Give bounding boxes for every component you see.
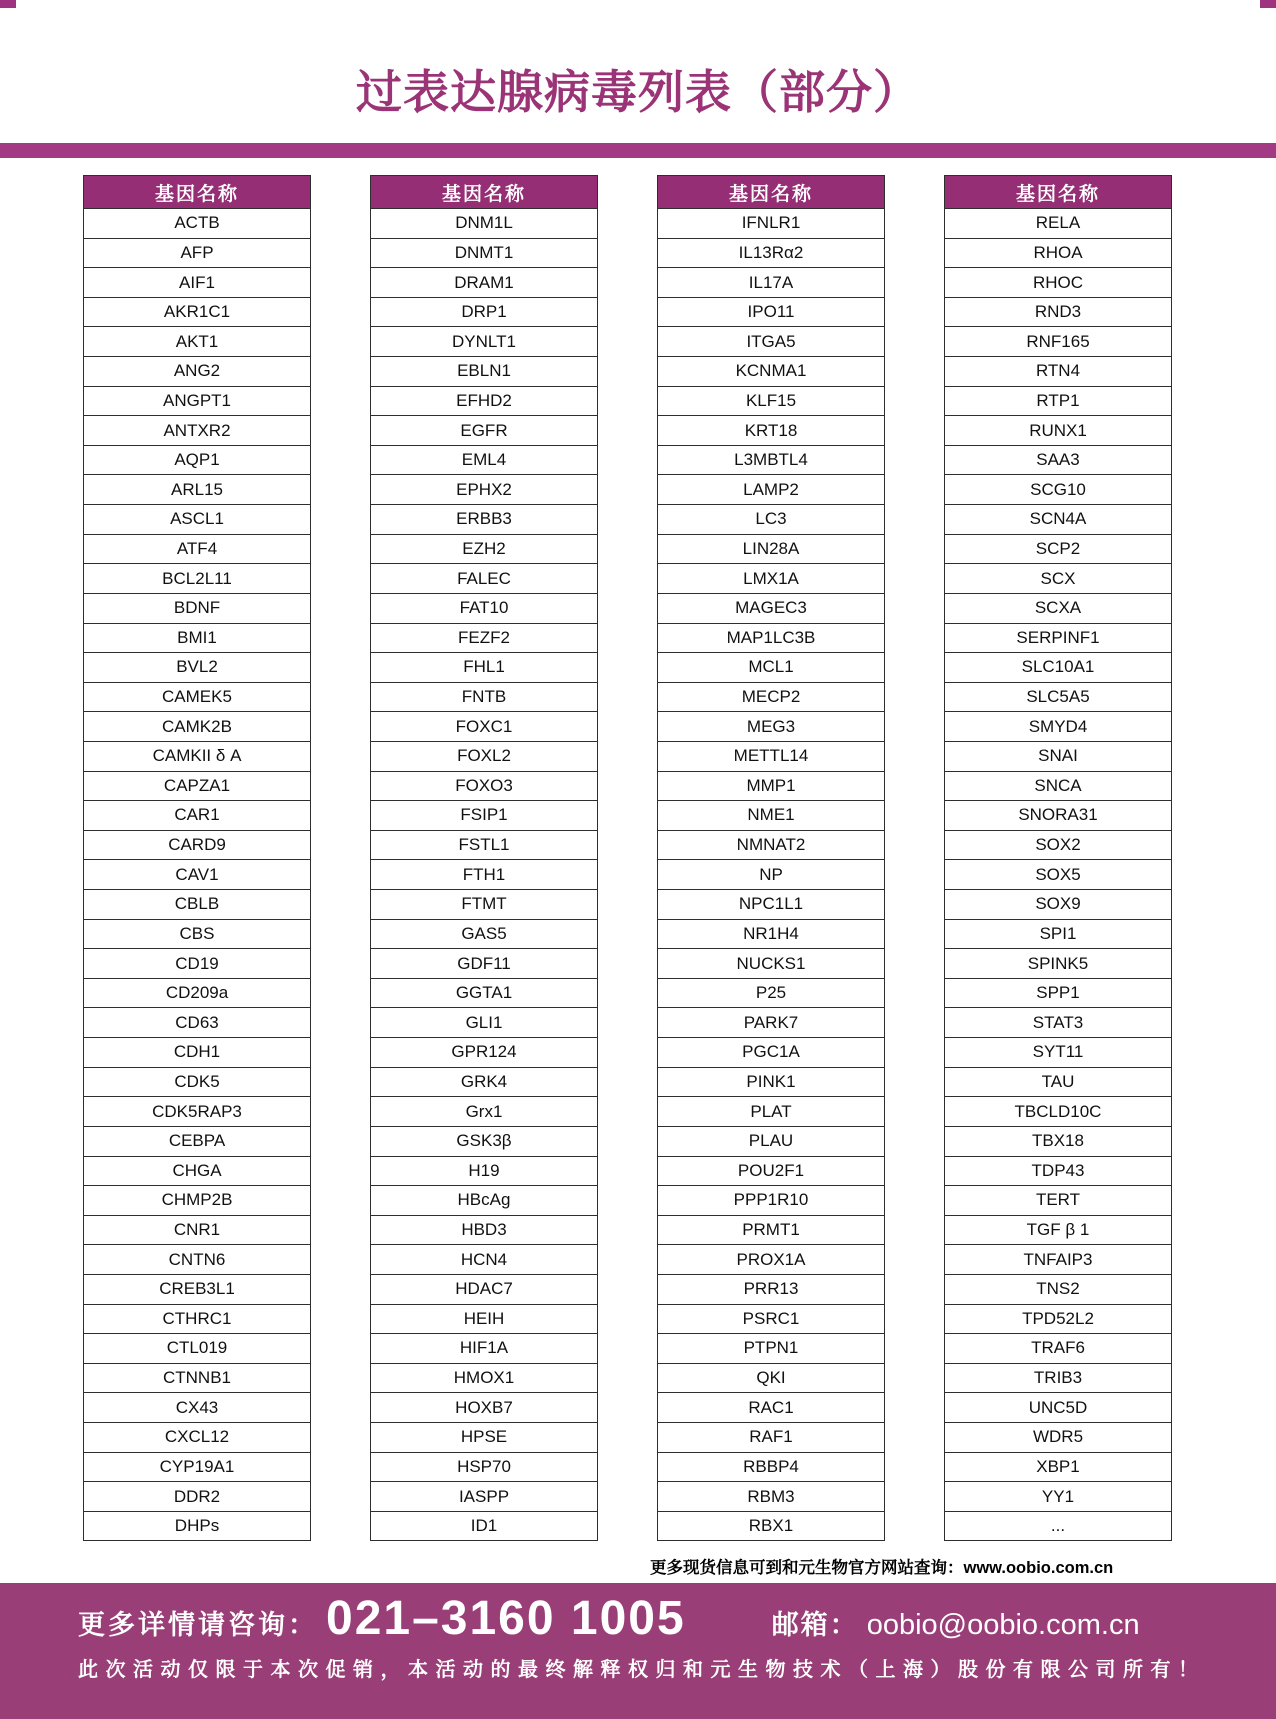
gene-cell: FOXC1 <box>371 711 597 741</box>
gene-cell: RTP1 <box>945 386 1171 416</box>
gene-cell: HIF1A <box>371 1333 597 1363</box>
gene-cell: SYT11 <box>945 1037 1171 1067</box>
gene-cell: TGF β 1 <box>945 1215 1171 1245</box>
gene-cell: ASCL1 <box>84 504 310 534</box>
gene-cell: Grx1 <box>371 1096 597 1126</box>
gene-cell: NP <box>658 859 884 889</box>
gene-cell: CAMKII δ A <box>84 741 310 771</box>
gene-cell: SOX2 <box>945 830 1171 860</box>
gene-table-header: 基因名称 <box>658 176 884 208</box>
gene-cell: TDP43 <box>945 1156 1171 1186</box>
gene-cell: HBcAg <box>371 1185 597 1215</box>
gene-cell: DRP1 <box>371 297 597 327</box>
gene-cell: SNAI <box>945 741 1171 771</box>
gene-cell: SCG10 <box>945 474 1171 504</box>
gene-cell: XBP1 <box>945 1452 1171 1482</box>
gene-cell: PINK1 <box>658 1067 884 1097</box>
gene-cell: DYNLT1 <box>371 326 597 356</box>
gene-cell: CBLB <box>84 889 310 919</box>
gene-cell: MEG3 <box>658 711 884 741</box>
gene-cell: CAR1 <box>84 800 310 830</box>
gene-cell: CDK5RAP3 <box>84 1096 310 1126</box>
gene-cell: CNR1 <box>84 1215 310 1245</box>
gene-cell: KCNMA1 <box>658 356 884 386</box>
gene-cell: CD209a <box>84 978 310 1008</box>
gene-cell: DDR2 <box>84 1481 310 1511</box>
gene-cell: EGFR <box>371 415 597 445</box>
gene-cell: DNMT1 <box>371 238 597 268</box>
gene-table-column-2 <box>370 175 598 1541</box>
gene-cell: HEIH <box>371 1304 597 1334</box>
gene-cell: MECP2 <box>658 682 884 712</box>
gene-cell: RTN4 <box>945 356 1171 386</box>
gene-cell: RHOC <box>945 267 1171 297</box>
gene-cell: CHMP2B <box>84 1185 310 1215</box>
gene-cell: GPR124 <box>371 1037 597 1067</box>
gene-cell: SCX <box>945 563 1171 593</box>
gene-cell: EFHD2 <box>371 386 597 416</box>
gene-cell: L3MBTL4 <box>658 445 884 475</box>
gene-cell: TRIB3 <box>945 1363 1171 1393</box>
gene-cell: RHOA <box>945 238 1171 268</box>
gene-cell: TERT <box>945 1185 1171 1215</box>
gene-cell: AIF1 <box>84 267 310 297</box>
gene-cell: TBCLD10C <box>945 1096 1171 1126</box>
email-label: 邮箱： <box>771 1610 859 1640</box>
gene-cell: RAF1 <box>658 1422 884 1452</box>
gene-table-column-1 <box>83 175 311 1541</box>
gene-cell: LAMP2 <box>658 474 884 504</box>
gene-cell: FHL1 <box>371 652 597 682</box>
gene-cell: CXCL12 <box>84 1422 310 1452</box>
gene-cell: RBX1 <box>658 1511 884 1541</box>
page-title: 过表达腺病毒列表（部分） <box>356 66 920 118</box>
gene-cell: IASPP <box>371 1481 597 1511</box>
gene-cell: ANTXR2 <box>84 415 310 445</box>
gene-cell: PRR13 <box>658 1274 884 1304</box>
disclaimer-text: 此次活动仅限于本次促销，本活动的最终解释权归和元生物技术（上海）股份有限公司所有！ <box>78 1659 1206 1681</box>
gene-cell: H19 <box>371 1156 597 1186</box>
gene-cell: TBX18 <box>945 1126 1171 1156</box>
gene-table-column-4 <box>944 175 1172 1541</box>
gene-cell: CD19 <box>84 948 310 978</box>
gene-cell: RBM3 <box>658 1481 884 1511</box>
gene-cell: STAT3 <box>945 1007 1171 1037</box>
gene-cell: SCP2 <box>945 534 1171 564</box>
gene-cell: NR1H4 <box>658 919 884 949</box>
gene-cell: WDR5 <box>945 1422 1171 1452</box>
gene-cell: PPP1R10 <box>658 1185 884 1215</box>
corner-mark-left <box>0 0 16 8</box>
gene-cell: BCL2L11 <box>84 563 310 593</box>
gene-cell: CDK5 <box>84 1067 310 1097</box>
contact-label: 更多详情请咨询： <box>78 1610 318 1640</box>
gene-cell: KRT18 <box>658 415 884 445</box>
gene-cell: MMP1 <box>658 771 884 801</box>
gene-cell: IPO11 <box>658 297 884 327</box>
gene-cell: TNS2 <box>945 1274 1171 1304</box>
gene-cell: IL17A <box>658 267 884 297</box>
gene-cell: FAT10 <box>371 593 597 623</box>
gene-cell: HPSE <box>371 1422 597 1452</box>
gene-table-header: 基因名称 <box>945 176 1171 208</box>
gene-cell: HMOX1 <box>371 1363 597 1393</box>
title-divider-bar <box>0 143 1276 158</box>
gene-cell: GLI1 <box>371 1007 597 1037</box>
gene-cell: RELA <box>945 208 1171 238</box>
gene-cell: CDH1 <box>84 1037 310 1067</box>
gene-cell: PGC1A <box>658 1037 884 1067</box>
footer-banner <box>0 1583 1276 1719</box>
gene-cell: CBS <box>84 919 310 949</box>
gene-cell: ANG2 <box>84 356 310 386</box>
gene-cell: ERBB3 <box>371 504 597 534</box>
gene-cell: PLAT <box>658 1096 884 1126</box>
phone-number: 021–3160 1005 <box>326 1592 686 1645</box>
gene-table-column-3 <box>657 175 885 1541</box>
gene-cell: ATF4 <box>84 534 310 564</box>
gene-cell: AFP <box>84 238 310 268</box>
gene-cell: BDNF <box>84 593 310 623</box>
gene-cell: MCL1 <box>658 652 884 682</box>
gene-cell: GRK4 <box>371 1067 597 1097</box>
gene-cell: GAS5 <box>371 919 597 949</box>
gene-cell: SNORA31 <box>945 800 1171 830</box>
gene-cell: CTHRC1 <box>84 1304 310 1334</box>
gene-cell: SERPINF1 <box>945 623 1171 653</box>
gene-cell: HDAC7 <box>371 1274 597 1304</box>
gene-cell: FNTB <box>371 682 597 712</box>
gene-cell: PLAU <box>658 1126 884 1156</box>
gene-cell: AKR1C1 <box>84 297 310 327</box>
gene-cell: CYP19A1 <box>84 1452 310 1482</box>
gene-cell: FOXL2 <box>371 741 597 771</box>
gene-cell: EZH2 <box>371 534 597 564</box>
gene-cell: DNM1L <box>371 208 597 238</box>
gene-list-4 <box>945 208 1171 1540</box>
gene-cell: SNCA <box>945 771 1171 801</box>
gene-cell: PTPN1 <box>658 1333 884 1363</box>
gene-cell: ARL15 <box>84 474 310 504</box>
gene-cell: TRAF6 <box>945 1333 1171 1363</box>
gene-cell: NMNAT2 <box>658 830 884 860</box>
gene-cell: HBD3 <box>371 1215 597 1245</box>
corner-mark-right <box>1260 0 1276 8</box>
gene-cell: CARD9 <box>84 830 310 860</box>
gene-cell: MAGEC3 <box>658 593 884 623</box>
stock-info-note <box>650 1554 1113 1578</box>
gene-cell: ... <box>945 1511 1171 1541</box>
gene-cell: CD63 <box>84 1007 310 1037</box>
gene-cell: CNTN6 <box>84 1244 310 1274</box>
gene-cell: GGTA1 <box>371 978 597 1008</box>
gene-cell: CTNNB1 <box>84 1363 310 1393</box>
gene-cell: NPC1L1 <box>658 889 884 919</box>
gene-cell: GSK3β <box>371 1126 597 1156</box>
gene-cell: YY1 <box>945 1481 1171 1511</box>
gene-cell: DHPs <box>84 1511 310 1541</box>
gene-cell: PRMT1 <box>658 1215 884 1245</box>
gene-cell: BVL2 <box>84 652 310 682</box>
gene-cell: ITGA5 <box>658 326 884 356</box>
gene-cell: SOX5 <box>945 859 1171 889</box>
gene-cell: UNC5D <box>945 1392 1171 1422</box>
gene-cell: LIN28A <box>658 534 884 564</box>
gene-cell: ACTB <box>84 208 310 238</box>
gene-list-1 <box>84 208 310 1540</box>
gene-cell: SPP1 <box>945 978 1171 1008</box>
gene-cell: EBLN1 <box>371 356 597 386</box>
gene-cell: LMX1A <box>658 563 884 593</box>
gene-cell: METTL14 <box>658 741 884 771</box>
gene-cell: FSIP1 <box>371 800 597 830</box>
gene-cell: P25 <box>658 978 884 1008</box>
gene-cell: SLC10A1 <box>945 652 1171 682</box>
gene-cell: BMI1 <box>84 623 310 653</box>
gene-cell: MAP1LC3B <box>658 623 884 653</box>
gene-cell: AQP1 <box>84 445 310 475</box>
gene-list-3 <box>658 208 884 1540</box>
gene-cell: CEBPA <box>84 1126 310 1156</box>
gene-cell: SAA3 <box>945 445 1171 475</box>
gene-table-header: 基因名称 <box>371 176 597 208</box>
gene-cell: EPHX2 <box>371 474 597 504</box>
gene-cell: PROX1A <box>658 1244 884 1274</box>
gene-cell: PSRC1 <box>658 1304 884 1334</box>
gene-cell: RAC1 <box>658 1392 884 1422</box>
gene-cell: DRAM1 <box>371 267 597 297</box>
gene-cell: SCXA <box>945 593 1171 623</box>
gene-cell: RNF165 <box>945 326 1171 356</box>
gene-cell: PARK7 <box>658 1007 884 1037</box>
gene-cell: TPD52L2 <box>945 1304 1171 1334</box>
gene-cell: RND3 <box>945 297 1171 327</box>
website-url: www.oobio.com.cn <box>963 1559 1114 1577</box>
gene-cell: HCN4 <box>371 1244 597 1274</box>
gene-cell: ID1 <box>371 1511 597 1541</box>
gene-cell: SMYD4 <box>945 711 1171 741</box>
email-address: oobio@oobio.com.cn <box>866 1609 1140 1641</box>
gene-cell: SPINK5 <box>945 948 1171 978</box>
gene-cell: SOX9 <box>945 889 1171 919</box>
gene-cell: CTL019 <box>84 1333 310 1363</box>
gene-cell: IFNLR1 <box>658 208 884 238</box>
gene-cell: SLC5A5 <box>945 682 1171 712</box>
gene-cell: LC3 <box>658 504 884 534</box>
gene-cell: RBBP4 <box>658 1452 884 1482</box>
footer-contact-line <box>78 1591 1140 1646</box>
gene-table-grid <box>83 175 1172 1541</box>
gene-cell: AKT1 <box>84 326 310 356</box>
gene-table-header: 基因名称 <box>84 176 310 208</box>
gene-cell: FTH1 <box>371 859 597 889</box>
gene-cell: FTMT <box>371 889 597 919</box>
gene-cell: RUNX1 <box>945 415 1171 445</box>
gene-cell: GDF11 <box>371 948 597 978</box>
gene-cell: CAPZA1 <box>84 771 310 801</box>
gene-cell: FOXO3 <box>371 771 597 801</box>
gene-cell: POU2F1 <box>658 1156 884 1186</box>
gene-cell: SCN4A <box>945 504 1171 534</box>
gene-cell: KLF15 <box>658 386 884 416</box>
gene-cell: CX43 <box>84 1392 310 1422</box>
gene-cell: CAV1 <box>84 859 310 889</box>
stock-info-text: 更多现货信息可到和元生物官方网站查询： <box>650 1559 964 1577</box>
gene-cell: CAMK2B <box>84 711 310 741</box>
gene-list-2 <box>371 208 597 1540</box>
gene-cell: EML4 <box>371 445 597 475</box>
gene-cell: NME1 <box>658 800 884 830</box>
gene-cell: ANGPT1 <box>84 386 310 416</box>
gene-cell: HSP70 <box>371 1452 597 1482</box>
gene-cell: HOXB7 <box>371 1392 597 1422</box>
gene-cell: FSTL1 <box>371 830 597 860</box>
gene-cell: FEZF2 <box>371 623 597 653</box>
gene-cell: IL13Rα2 <box>658 238 884 268</box>
gene-cell: QKI <box>658 1363 884 1393</box>
gene-cell: NUCKS1 <box>658 948 884 978</box>
gene-cell: CHGA <box>84 1156 310 1186</box>
gene-cell: FALEC <box>371 563 597 593</box>
gene-cell: CREB3L1 <box>84 1274 310 1304</box>
gene-cell: TNFAIP3 <box>945 1244 1171 1274</box>
gene-cell: TAU <box>945 1067 1171 1097</box>
gene-cell: CAMEK5 <box>84 682 310 712</box>
gene-cell: SPI1 <box>945 919 1171 949</box>
